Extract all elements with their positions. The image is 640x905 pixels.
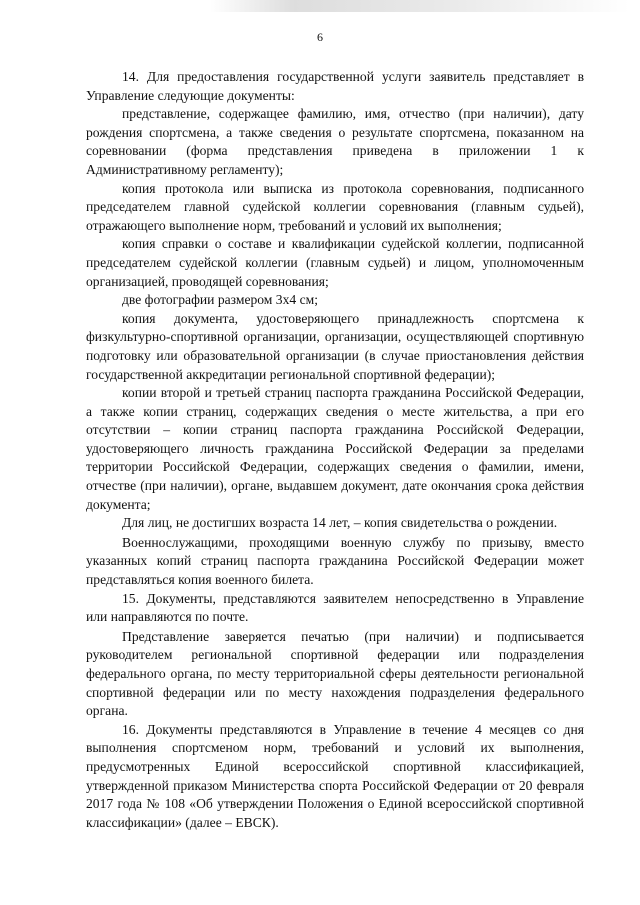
scan-artifact — [210, 0, 630, 12]
list-item-affiliation-document: копия документа, удостоверяющего принадлежность спортсмена к физкультурно-спортивной организации, организации, осуществляющей спортивную подготовку или образовательной организации (в случае приостановления действия государственной аккредитации региональной спортивной федерации); — [86, 310, 584, 382]
list-item-birth-certificate: Для лиц, не достигших возраста 14 лет, – копия свидетельства о рождении. — [122, 515, 558, 531]
paragraph-15: 15. Документы, представляются заявителем непосредственно в Управление или направляются по почте. — [86, 590, 584, 625]
list-item-photos: две фотографии размером 3х4 см; — [122, 292, 319, 308]
list-item-military-id: Военнослужащими, проходящими военную службу по призыву, вместо указанных копий страниц паспорта гражданина Российской Федерации может представляться копия военного билета. — [86, 534, 584, 588]
paragraph-14-intro: 14. Для предоставления государственной услуги заявитель представляет в Управление следующие документы: — [86, 69, 584, 103]
list-item-passport-copies: копии второй и третьей страниц паспорта гражданина Российской Федерации, а также копии страниц, содержащих сведения о месте жительства, а при его отсутствии – копии страниц паспорта гражданина Российской Федерации, удостоверяющего личность гражданина Российской Федерации за пределами территории Российской Федерации, содержащих сведения о фамилии, имени, отчестве (при наличии), органе, выдавшем документ, дате окончания срока действия документа; — [86, 385, 584, 512]
list-item-judges-certificate: копия справки о составе и квалификации судейской коллегии, подписанной председателем судейской коллегии (главным судьей) и лицом, уполномоченным организацией, проводящей соревнования; — [86, 236, 584, 289]
paragraph-15-certification: Представление заверяется печатью (при наличии) и подписывается руководителем региональной спортивной федерации или подразделения федерального органа, по месту территориальной сферы деятельности региональной спортивной федерации или по месту нахождения подразделения федерального органа. — [86, 628, 584, 719]
paragraph-16: 16. Документы представляются в Управление в течение 4 месяцев со дня выполнения спортсменом норм, требований и условий их выполнения, предусмотренных Единой всероссийской спортивной классификацией, утвержденной приказом Министерства спорта Российской Федерации от 20 февраля 2017 года № 108 «Об утверждении Положения о Единой всероссийской спортивной классификации» (далее – ЕВСК). — [86, 721, 584, 830]
page-number: 6 — [317, 30, 323, 44]
list-item-representation: представление, содержащее фамилию, имя, отчество (при наличии), дату рождения спортсмена, а также сведения о результате спортсмена, показанном на соревновании (форма представления приведена в приложении 1 к Административному регламенту); — [86, 106, 584, 177]
list-item-protocol-copy: копия протокола или выписка из протокола соревнования, подписанного председателем главной судейской коллегии соревнования (главным судьей), отражающего выполнение норм, требований и условий их выполнения; — [86, 180, 584, 233]
document-body — [86, 68, 584, 832]
